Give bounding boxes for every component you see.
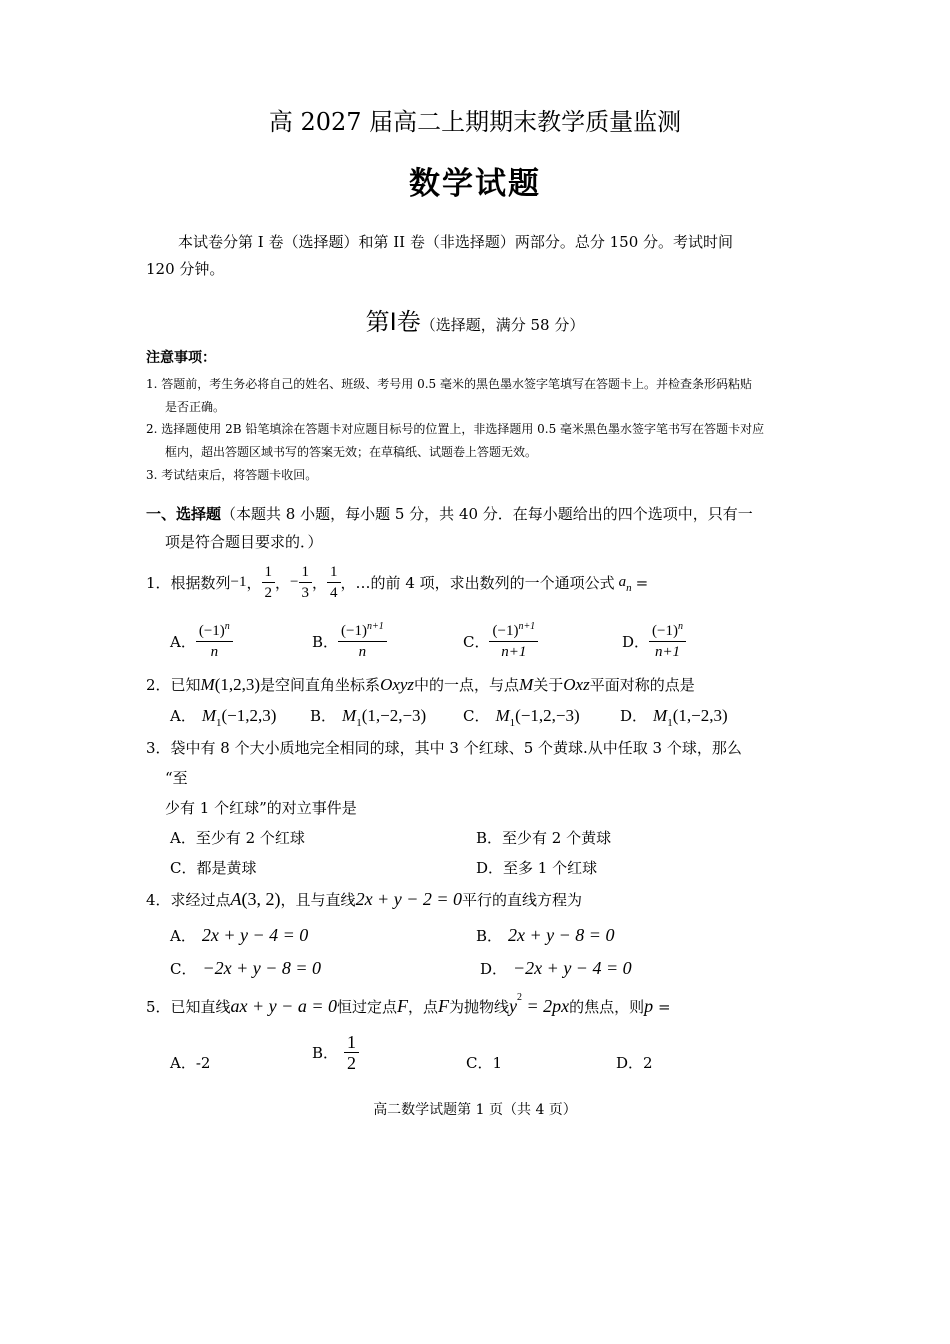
q1-option-d-letter: D． bbox=[622, 633, 650, 651]
q2-option-d-sub: 1 bbox=[667, 717, 673, 729]
q2-option-d-sym: M bbox=[653, 706, 668, 725]
q2-system: Oxyz bbox=[380, 675, 415, 694]
q1-term-3-den: 3 bbox=[301, 585, 310, 601]
part-1-label: 第Ⅰ卷 bbox=[365, 308, 421, 336]
subject-title: 数学试题 bbox=[409, 166, 541, 202]
q4-option-a bbox=[170, 925, 308, 946]
q3-option-a-text: 至少有 2 个红球 bbox=[195, 829, 305, 847]
q2-option-b-sub: 1 bbox=[356, 717, 362, 729]
q5-p: p bbox=[644, 996, 654, 1016]
q2-t4: 关于 bbox=[533, 676, 564, 694]
q1-option-b-frac bbox=[338, 622, 387, 661]
q1-term-2-num: 1 bbox=[262, 563, 276, 583]
q4-t3: 平行的直线方程为 bbox=[461, 891, 582, 909]
q2-point: M bbox=[200, 675, 215, 694]
q5-option-d bbox=[616, 1052, 653, 1073]
exam-title: 高 2027 届高二上期期末教学质量监测 bbox=[268, 108, 682, 136]
q5-option-a-text: -2 bbox=[195, 1054, 211, 1072]
question-1: 1．根据数列 −1 ， $\frac{1}{2}$ ， − $\frac{1}{3}$ ， $\frac{1}{4}$ ， …的前 4 项，求出数列的一个通项公式 $a_n$ = bbox=[146, 564, 649, 601]
q5-parabola-lhs: y bbox=[509, 996, 518, 1016]
q4-option-b-eq: 2x + y − 8 = 0 bbox=[508, 925, 615, 945]
q5-option-b bbox=[312, 1033, 359, 1072]
q2-t5: 平面对称的点是 bbox=[589, 676, 695, 694]
q2-option-a-sub: 1 bbox=[216, 717, 222, 729]
q5-point-f-2: F bbox=[438, 996, 449, 1016]
q5-parabola-rhs: = 2px bbox=[522, 996, 570, 1016]
q3-option-c bbox=[170, 857, 257, 878]
q2-option-c-coords: (−1,2,−3) bbox=[515, 706, 580, 725]
part-1-note: （选择题，满分 58 分） bbox=[420, 316, 585, 334]
q1-option-d-den: n+1 bbox=[654, 644, 681, 660]
q5-option-b-frac bbox=[344, 1033, 359, 1072]
q4-option-a-letter: A． bbox=[170, 927, 196, 945]
q4-t2: ，且与直线 bbox=[280, 891, 356, 909]
q5-option-c bbox=[466, 1052, 502, 1073]
q1-suffix: …的前 4 项，求出数列的一个通项公式 bbox=[355, 574, 615, 592]
q1-term-1: −1 bbox=[230, 574, 247, 590]
q2-option-d-letter: D． bbox=[620, 707, 648, 725]
q3-line-2: “至 bbox=[165, 769, 188, 787]
q4-option-d bbox=[480, 958, 632, 979]
q3-option-d bbox=[476, 857, 597, 878]
question-5 bbox=[146, 992, 671, 1017]
q5-option-d-letter: D． bbox=[616, 1054, 644, 1072]
intro-line-2: 120 分钟。 bbox=[146, 260, 225, 278]
q2-option-a-letter: A． bbox=[170, 707, 196, 725]
q1-option-a-letter: A． bbox=[170, 633, 196, 651]
q1-term-3 bbox=[299, 563, 313, 602]
q2-plane: Oxz bbox=[563, 675, 590, 694]
q2-option-c bbox=[463, 705, 580, 729]
q2-option-d bbox=[620, 705, 728, 729]
q4-coords: (3, 2) bbox=[241, 889, 281, 909]
q1-term-3-num: 1 bbox=[299, 563, 313, 583]
q1-option-b-sup: n+1 bbox=[366, 621, 384, 632]
q1-option-b-den: n bbox=[358, 644, 367, 660]
q1-eq: = bbox=[635, 573, 649, 592]
q1-option-b-letter: B． bbox=[312, 633, 339, 651]
q2-option-b-sym: M bbox=[342, 706, 357, 725]
q2-option-d-coords: (1,−2,3) bbox=[672, 706, 728, 725]
q3-option-a bbox=[170, 827, 305, 848]
notice-item-2-line-2: 框内，超出答题区域书写的答案无效；在草稿纸、试题卷上答题无效。 bbox=[165, 445, 538, 459]
q1-term-2-den: 2 bbox=[264, 585, 273, 601]
q1-option-a-frac bbox=[196, 622, 233, 661]
q1-term-2 bbox=[262, 563, 276, 602]
q2-option-c-sym: M bbox=[495, 706, 510, 725]
q1-formula bbox=[618, 574, 632, 594]
q5-option-b-den: 2 bbox=[347, 1053, 357, 1073]
q2-option-a-sym: M bbox=[201, 706, 217, 725]
q4-option-c-letter: C． bbox=[170, 960, 197, 978]
q2-t3: 中的一点，与点 bbox=[414, 676, 520, 694]
q1-term-4-num: 1 bbox=[327, 563, 341, 583]
q2-option-b-letter: B． bbox=[310, 707, 337, 725]
q3-option-c-text: 都是黄球 bbox=[196, 859, 257, 877]
notice-heading: 注意事项： bbox=[146, 350, 216, 366]
q3-option-d-letter: D． bbox=[476, 859, 504, 877]
q5-option-d-text: 2 bbox=[643, 1054, 653, 1072]
q4-option-b bbox=[476, 925, 614, 946]
q4-point: A bbox=[230, 889, 242, 909]
q2-option-c-sub: 1 bbox=[509, 717, 516, 729]
q1-option-c-frac bbox=[489, 622, 538, 661]
q2-option-c-letter: C． bbox=[463, 707, 490, 725]
q5-option-a-letter: A． bbox=[170, 1054, 196, 1072]
q1-option-c-sup: n+1 bbox=[518, 621, 536, 632]
q2-t2: 是空间直角坐标系 bbox=[260, 676, 381, 694]
q1-option-a bbox=[170, 622, 233, 661]
q1-term-3-sign: − bbox=[290, 574, 299, 590]
q4-option-a-eq: 2x + y − 4 = 0 bbox=[201, 925, 309, 945]
q5-t2: 恒过定点 bbox=[336, 998, 397, 1016]
q2-option-b bbox=[310, 705, 427, 729]
q4-option-d-eq: −2x + y − 4 = 0 bbox=[513, 958, 632, 978]
q1-option-c-den: n+1 bbox=[501, 644, 527, 660]
q1-option-a-sup: n bbox=[224, 621, 230, 632]
q3-option-c-letter: C． bbox=[170, 859, 197, 877]
q2-option-a bbox=[170, 705, 277, 729]
q1-option-c-letter: C． bbox=[463, 633, 490, 651]
section-1-desc-1: （本题共 8 小题，每小题 5 分，共 40 分．在每小题给出的四个选项中，只有一 bbox=[221, 505, 753, 523]
question-4 bbox=[146, 889, 582, 910]
q3-option-b-text: 至少有 2 个黄球 bbox=[502, 829, 612, 847]
q3-option-b-letter: B． bbox=[476, 829, 503, 847]
question-2 bbox=[146, 674, 695, 695]
section-1-heading: 一、选择题 bbox=[146, 505, 222, 523]
q1-option-d-frac bbox=[649, 622, 686, 661]
q4-option-c bbox=[170, 958, 321, 979]
q4-option-b-letter: B． bbox=[476, 927, 503, 945]
q5-option-b-letter: B． bbox=[312, 1044, 339, 1062]
q2-t1: 2．已知 bbox=[146, 676, 201, 694]
q4-option-c-eq: −2x + y − 8 = 0 bbox=[202, 958, 322, 978]
q5-point-f: F bbox=[396, 996, 408, 1016]
q1-term-4 bbox=[327, 563, 341, 602]
q5-option-c-text: 1 bbox=[492, 1054, 503, 1072]
q2-coords: (1,2,3) bbox=[214, 675, 261, 694]
q5-eq: = bbox=[653, 998, 671, 1016]
q3-line-3: 少有 1 个红球”的对立事件是 bbox=[165, 799, 357, 817]
q1-option-a-den: n bbox=[210, 644, 219, 660]
q3-option-d-text: 至多 1 个红球 bbox=[503, 859, 598, 877]
q5-option-b-num: 1 bbox=[344, 1033, 359, 1053]
q1-option-b bbox=[312, 622, 387, 661]
q1-option-d-sup: n bbox=[677, 621, 683, 632]
q3-option-a-letter: A． bbox=[170, 829, 196, 847]
q1-option-d bbox=[622, 622, 686, 661]
q5-parabola-sup: 2 bbox=[517, 992, 523, 1003]
q5-option-a bbox=[170, 1052, 210, 1073]
q5-t1: 5．已知直线 bbox=[146, 998, 231, 1016]
q1-option-a-num: (−1) bbox=[198, 623, 225, 639]
q4-line-eq: 2x + y − 2 = 0 bbox=[355, 889, 462, 909]
q5-t5: 的焦点，则 bbox=[569, 998, 645, 1016]
q5-t3: ，点 bbox=[407, 998, 438, 1016]
q3-line-1: 3．袋中有 8 个大小质地完全相同的球，其中 3 个红球、5 个黄球.从中任取 3 个球，那么 bbox=[146, 739, 742, 757]
q2-option-a-coords: (−1,2,3) bbox=[221, 706, 277, 725]
q1-prefix: 1．根据数列 bbox=[146, 574, 231, 592]
q1-option-b-num: (−1) bbox=[341, 623, 367, 639]
q2-option-b-coords: (1,−2,−3) bbox=[361, 706, 427, 725]
q2-point-2: M bbox=[519, 675, 534, 694]
section-1-desc-2: 项是符合题目要求的．） bbox=[165, 533, 323, 551]
q5-t4: 为抛物线 bbox=[449, 998, 510, 1016]
q1-option-d-num: (−1) bbox=[652, 623, 678, 639]
part-1-heading bbox=[0, 302, 950, 337]
notice-item-1-line-1: 1. 答题前，考生务必将自己的姓名、班级、考号用 0.5 毫米的黑色墨水签字笔填写在答题卡上。并检查条形码粘贴 bbox=[146, 377, 752, 391]
q3-option-b bbox=[476, 827, 611, 848]
notice-item-2-line-1: 2. 选择题使用 2B 铅笔填涂在答题卡对应题目标号的位置上，非选择题用 0.5 毫米黑色墨水签字笔书写在答题卡对应 bbox=[146, 422, 765, 436]
intro-line-1: 本试卷分第 I 卷（选择题）和第 II 卷（非选择题）两部分。总分 150 分。考试时间 bbox=[178, 233, 734, 251]
q4-option-d-letter: D． bbox=[480, 960, 508, 978]
notice-item-3: 3. 考试结束后，将答题卡收回。 bbox=[146, 468, 318, 482]
notice-item-1-line-2: 是否正确。 bbox=[165, 400, 226, 414]
q1-formula-sub: n bbox=[626, 582, 632, 594]
q1-option-c bbox=[463, 622, 538, 661]
section-1-heading-line-1 bbox=[146, 503, 753, 524]
q1-formula-a: a bbox=[618, 574, 627, 590]
page-footer: 高二数学试题第 1 页（共 4 页） bbox=[373, 1102, 577, 1118]
q5-line-eq: ax + y − a = 0 bbox=[230, 996, 337, 1016]
q1-option-c-num: (−1) bbox=[492, 623, 519, 639]
q1-term-4-den: 4 bbox=[330, 585, 338, 601]
q4-t1: 4．求经过点 bbox=[146, 891, 231, 909]
q5-option-c-letter: C． bbox=[466, 1054, 493, 1072]
